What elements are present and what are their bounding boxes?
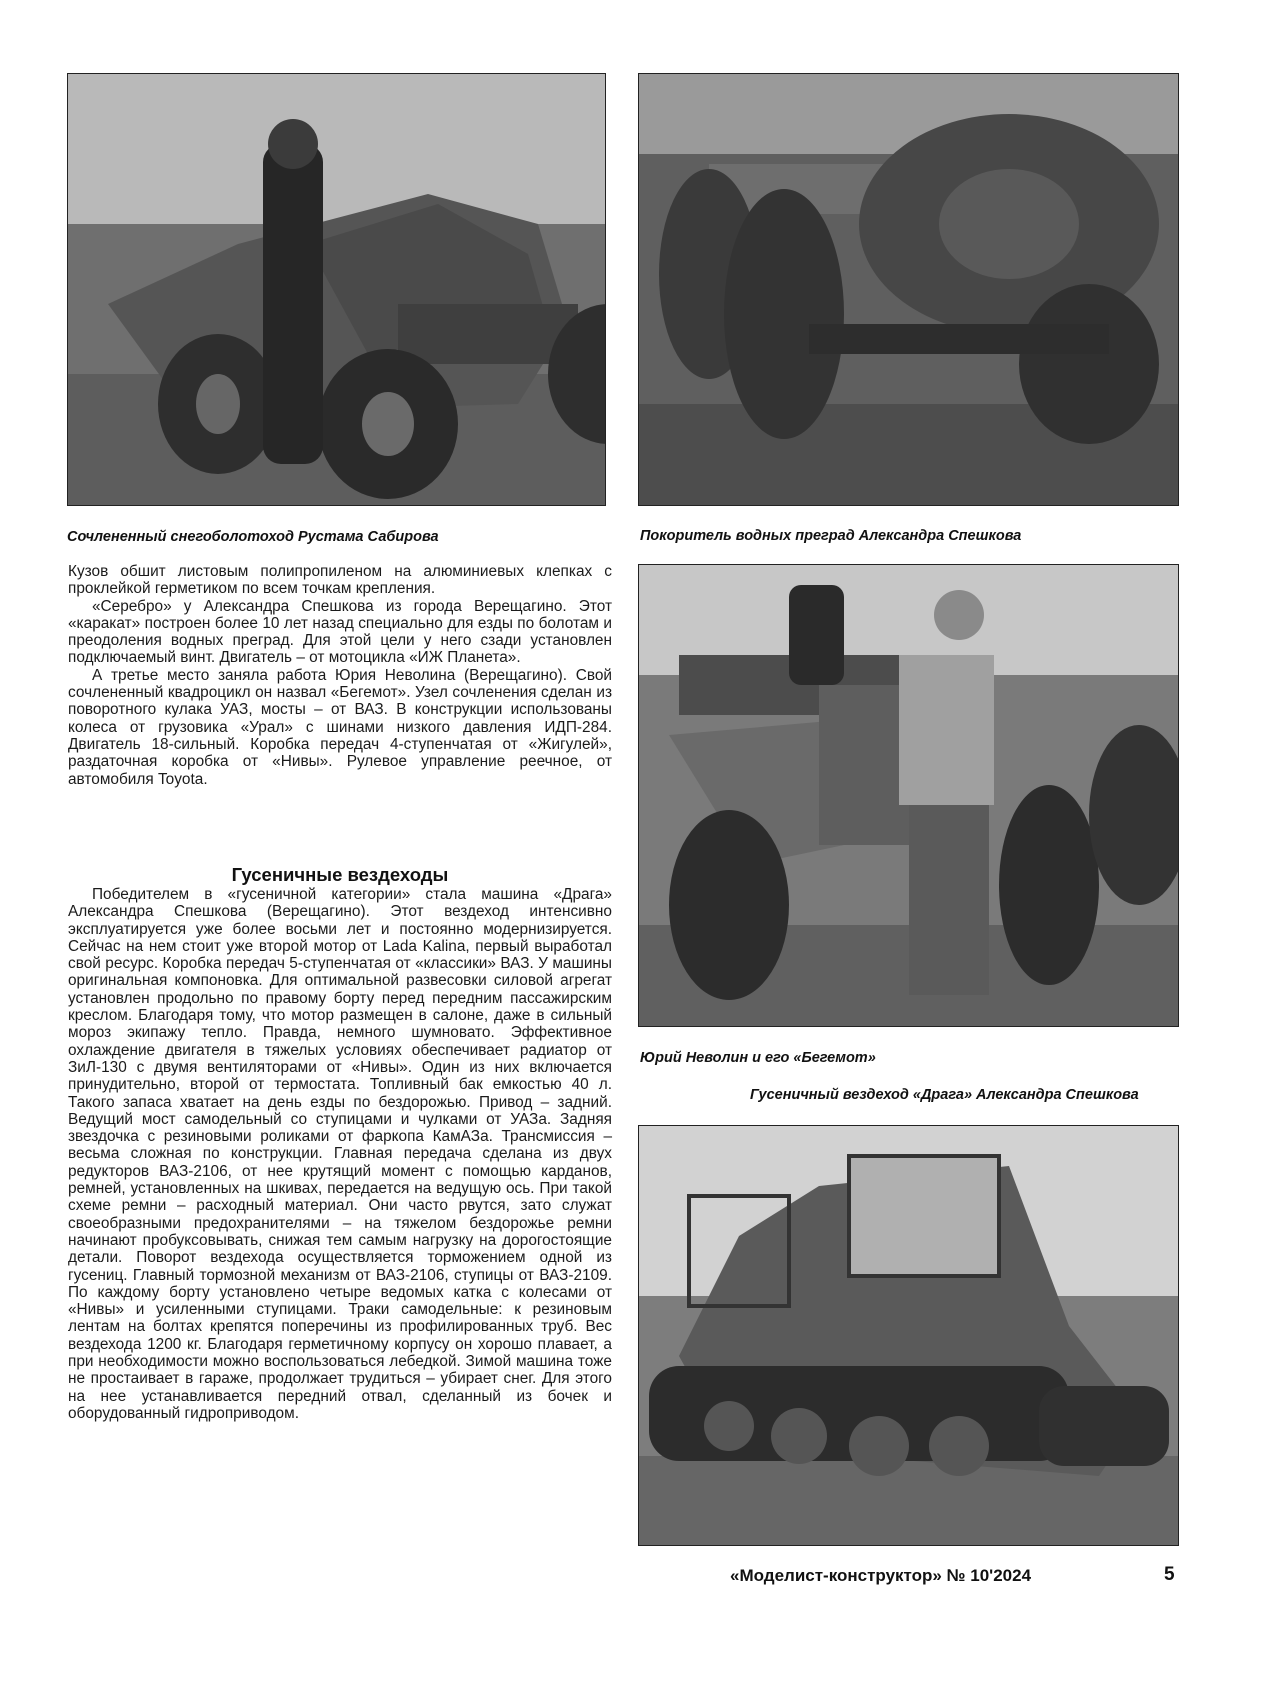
caption-photo1: Сочлененный снегоболотоход Рустама Сабирова — [67, 529, 439, 545]
caption-photo3: Юрий Неволин и его «Бегемот» — [640, 1050, 876, 1066]
caption-photo4: Гусеничный вездеход «Драга» Александра Спешкова — [750, 1087, 1139, 1103]
photo-speshkov-water-vehicle — [638, 73, 1179, 506]
photo-speshkov-draga — [638, 1125, 1179, 1546]
photo-nevolin-begemot — [638, 564, 1179, 1027]
caption-photo2: Покоритель водных преград Александра Спешкова — [640, 528, 1022, 544]
magazine-issue: «Моделист-конструктор» № 10'2024 — [730, 1566, 1032, 1585]
article-paragraph: Кузов обшит листовым полипропиленом на алюминиевых клепках с проклейкой герметиком по всем точкам крепления. — [68, 563, 612, 598]
photo-draga-image — [639, 1126, 1178, 1545]
photo-sabirov-vehicle — [67, 73, 606, 506]
article-text-block-top — [68, 563, 612, 788]
section-heading: Гусеничные вездеходы — [231, 864, 449, 885]
photo-speshkov-water-image — [639, 74, 1178, 505]
photo-sabirov-image — [68, 74, 605, 505]
article-paragraph: «Серебро» у Александра Спешкова из города Верещагино. Этот «каракат» построен более 10 лет назад специально для езды по болотам и преодоления водных преград. Для этой цели у него сзади установлен подключаемый винт. Двигатель – от мотоцикла «ИЖ Планета». — [68, 597, 612, 667]
article-text-block-bottom — [68, 886, 612, 1422]
photo-begemot-image — [639, 565, 1178, 1026]
article-paragraph: Победителем в «гусеничной категории» стала машина «Драга» Александра Спешкова (Верещагино). Этот вездеход интенсивно эксплуатируется уже более восьми лет и постоянно модернизируется. Сейчас на нем стоит уже второй мотор от Lada Kalina, первый выработал свой ресурс. Коробка передач 5-ступенчатая от «классики» ВАЗ. У машины оригинальная компоновка. Для оптимальной развесовки силовой агрегат установлен продольно по правому борту перед передним пассажирским креслом. Благодаря тому, что мотор размещен в салоне, даже в сильный мороз экипажу тепло. Правда, немного шумновато. Эффективное охлаждение двигателя в тяжелых условиях обеспечивает радиатор от ЗиЛ-130 с двумя вентиляторами от «Нивы». Один из них включается принудительно, второй от термостата. Топливный бак емкостью 40 л. Такого запаса хватает на день езды по бездорожью. Привод – задний. Ведущий мост самодельный со ступицами и чулками от УАЗа. Задняя звездочка с резиновыми роликами от фаркопа КамАЗа. Трансмиссия – весьма сложная по конструкции. Главная передача сделана из двух редукторов ВАЗ-2106, от нее крутящий момент с помощью карданов, ремней, установленных на шкивах, передается на ведущую ось. При такой схеме ремни – расходный материал. Они часто рвутся, зато служат своеобразными предохранителями – на тяжелом бездорожье ремни начинают пробуксовывать, снижая тем самым нагрузку на дорогостоящие детали. Поворот вездехода осуществляется торможением одной из гусениц. Главный тормозной механизм от ВАЗ-2106, ступицы от ВАЗ-2109. По каждому борту установлено четыре ведомых катка с колесами от «Нивы» и усиленными ступицами. Траки самодельные: к резиновым лентам на болтах крепятся поперечины из профилированных труб. Вес вездехода 1200 кг. Благодаря герметичному корпусу он хорошо плавает, а при необходимости можно воспользоваться лебедкой. Зимой машина тоже не простаивает в гараже, продолжает трудиться – убирает снег. Для этого на нее устанавливается передний отвал, сделанный из бочек и оборудованный гидроприводом. — [68, 886, 612, 1422]
page-number: 5 — [1164, 1564, 1175, 1585]
article-paragraph: А третье место заняла работа Юрия Неволина (Верещагино). Свой сочлененный квадроцикл он назвал «Бегемот». Узел сочленения сделан из поворотного кулака УАЗ, мосты – от ВАЗ. В конструкции использованы колеса от грузовика «Урал» с шинами низкого давления ИДП-284. Двигатель 18-сильный. Коробка передач 4-ступенчатая от «Жигулей», раздаточная коробка от «Нивы». Рулевое управление реечное, от автомобиля Toyota. — [68, 666, 612, 788]
